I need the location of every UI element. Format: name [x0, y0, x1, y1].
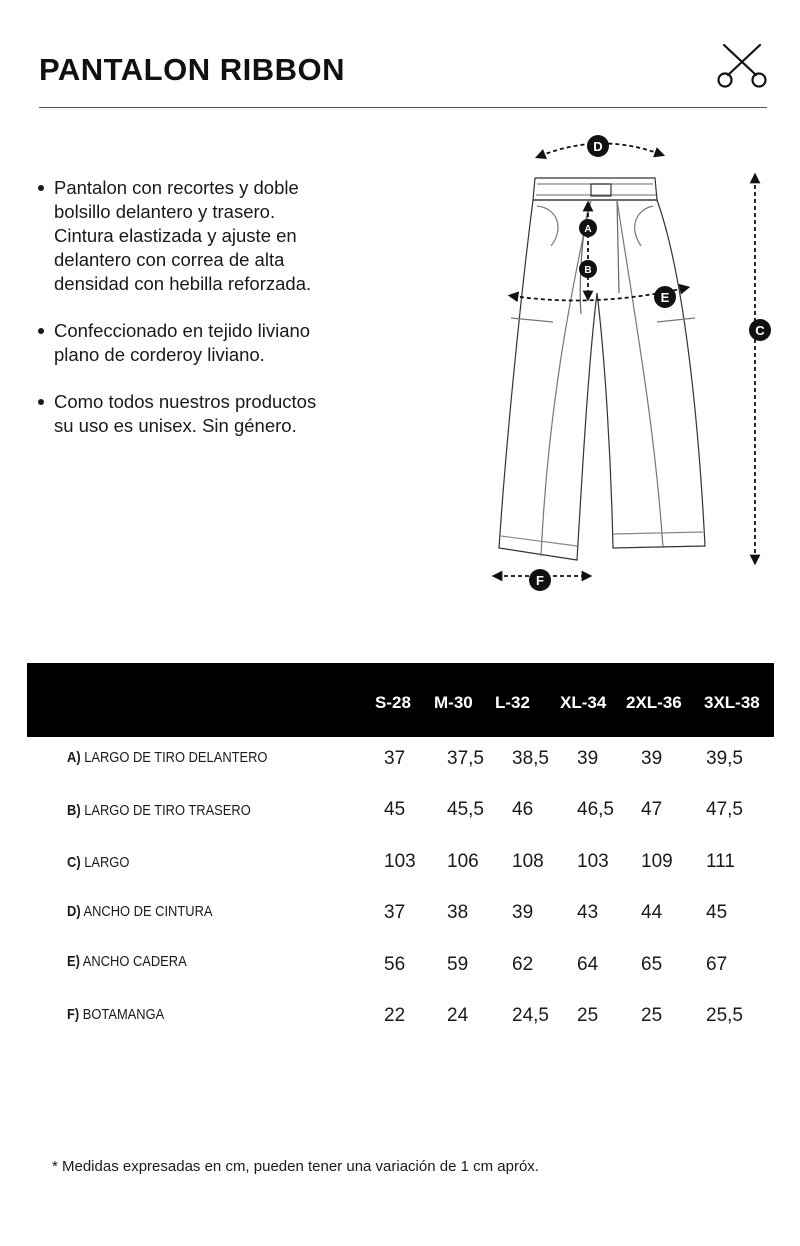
table-cell: 62 — [512, 954, 534, 975]
table-cell: 25,5 — [706, 1005, 743, 1026]
header-divider — [39, 107, 767, 108]
table-cell: 39 — [577, 748, 599, 769]
size-header: XL-34 — [560, 693, 607, 712]
table-cell: 37 — [384, 748, 406, 769]
row-name: LARGO — [84, 854, 130, 871]
row-code: D) — [67, 903, 81, 920]
size-header: M-30 — [434, 693, 473, 712]
table-cell: 111 — [706, 851, 735, 872]
table-cell: 109 — [641, 851, 673, 872]
row-code: E) — [67, 953, 80, 970]
marker-c: C — [755, 323, 765, 338]
marker-b: B — [584, 265, 592, 276]
table-cell: 47 — [641, 799, 663, 820]
table-cell: 46,5 — [577, 799, 614, 820]
table-cell: 106 — [447, 851, 479, 872]
table-cell: 103 — [384, 851, 416, 872]
description-list — [38, 176, 328, 461]
description-item: Pantalon con recortes y doble bolsillo delantero y trasero. Cintura elastizada y ajuste en delantero con correa de alta densidad con hebilla reforzada. — [38, 176, 328, 296]
table-cell: 64 — [577, 954, 599, 975]
table-cell: 22 — [384, 1005, 406, 1026]
row-code: C) — [67, 854, 81, 871]
size-header: 2XL-36 — [626, 693, 682, 712]
table-cell: 38 — [447, 902, 469, 923]
page-title: PANTALON RIBBON — [39, 52, 345, 87]
table-cell: 67 — [706, 954, 728, 975]
row-name: ANCHO DE CINTURA — [83, 903, 213, 920]
row-name: LARGO DE TIRO DELANTERO — [84, 749, 268, 766]
table-cell: 47,5 — [706, 799, 743, 820]
table-cell: 65 — [641, 954, 663, 975]
row-name: LARGO DE TIRO TRASERO — [84, 802, 251, 819]
size-header: S-28 — [375, 693, 411, 712]
table-cell: 25 — [641, 1005, 663, 1026]
table-cell: 39,5 — [706, 748, 743, 769]
table-cell: 37,5 — [447, 748, 484, 769]
scissors-icon — [716, 42, 768, 90]
table-cell: 45 — [706, 902, 728, 923]
row-code: B) — [67, 802, 81, 819]
table-row-label — [67, 802, 251, 819]
table-row-label — [67, 953, 187, 970]
description-item: Confeccionado en tejido liviano plano de corderoy liviano. — [38, 319, 328, 367]
table-cell: 24,5 — [512, 1005, 549, 1026]
table-cell: 24 — [447, 1005, 469, 1026]
table-cell: 25 — [577, 1005, 599, 1026]
table-cell: 44 — [641, 902, 663, 923]
size-header: L-32 — [495, 693, 530, 712]
table-cell: 37 — [384, 902, 406, 923]
marker-d: D — [593, 139, 603, 154]
table-cell: 38,5 — [512, 748, 549, 769]
marker-f: F — [536, 573, 544, 588]
marker-e: E — [660, 290, 670, 305]
table-cell: 43 — [577, 902, 599, 923]
row-name: ANCHO CADERA — [82, 953, 187, 970]
table-cell: 108 — [512, 851, 544, 872]
table-row-label — [67, 854, 129, 871]
table-cell: 45,5 — [447, 799, 484, 820]
pants-diagram — [485, 128, 785, 598]
table-cell: 46 — [512, 799, 534, 820]
table-cell: 59 — [447, 954, 469, 975]
size-table-header — [27, 663, 774, 737]
row-code: F) — [67, 1006, 80, 1023]
description-item: Como todos nuestros productos su uso es unisex. Sin género. — [38, 390, 328, 438]
table-row-label — [67, 749, 267, 766]
table-row-label — [67, 903, 213, 920]
footnote: * Medidas expresadas en cm, pueden tener una variación de 1 cm apróx. — [52, 1158, 539, 1175]
marker-a: A — [584, 224, 592, 235]
row-code: A) — [67, 749, 81, 766]
table-cell: 39 — [641, 748, 663, 769]
table-cell: 56 — [384, 954, 406, 975]
table-cell: 103 — [577, 851, 609, 872]
table-row-label — [67, 1006, 164, 1023]
table-cell: 45 — [384, 799, 406, 820]
table-cell: 39 — [512, 902, 534, 923]
size-header: 3XL-38 — [704, 693, 760, 712]
row-name: BOTAMANGA — [82, 1006, 165, 1023]
